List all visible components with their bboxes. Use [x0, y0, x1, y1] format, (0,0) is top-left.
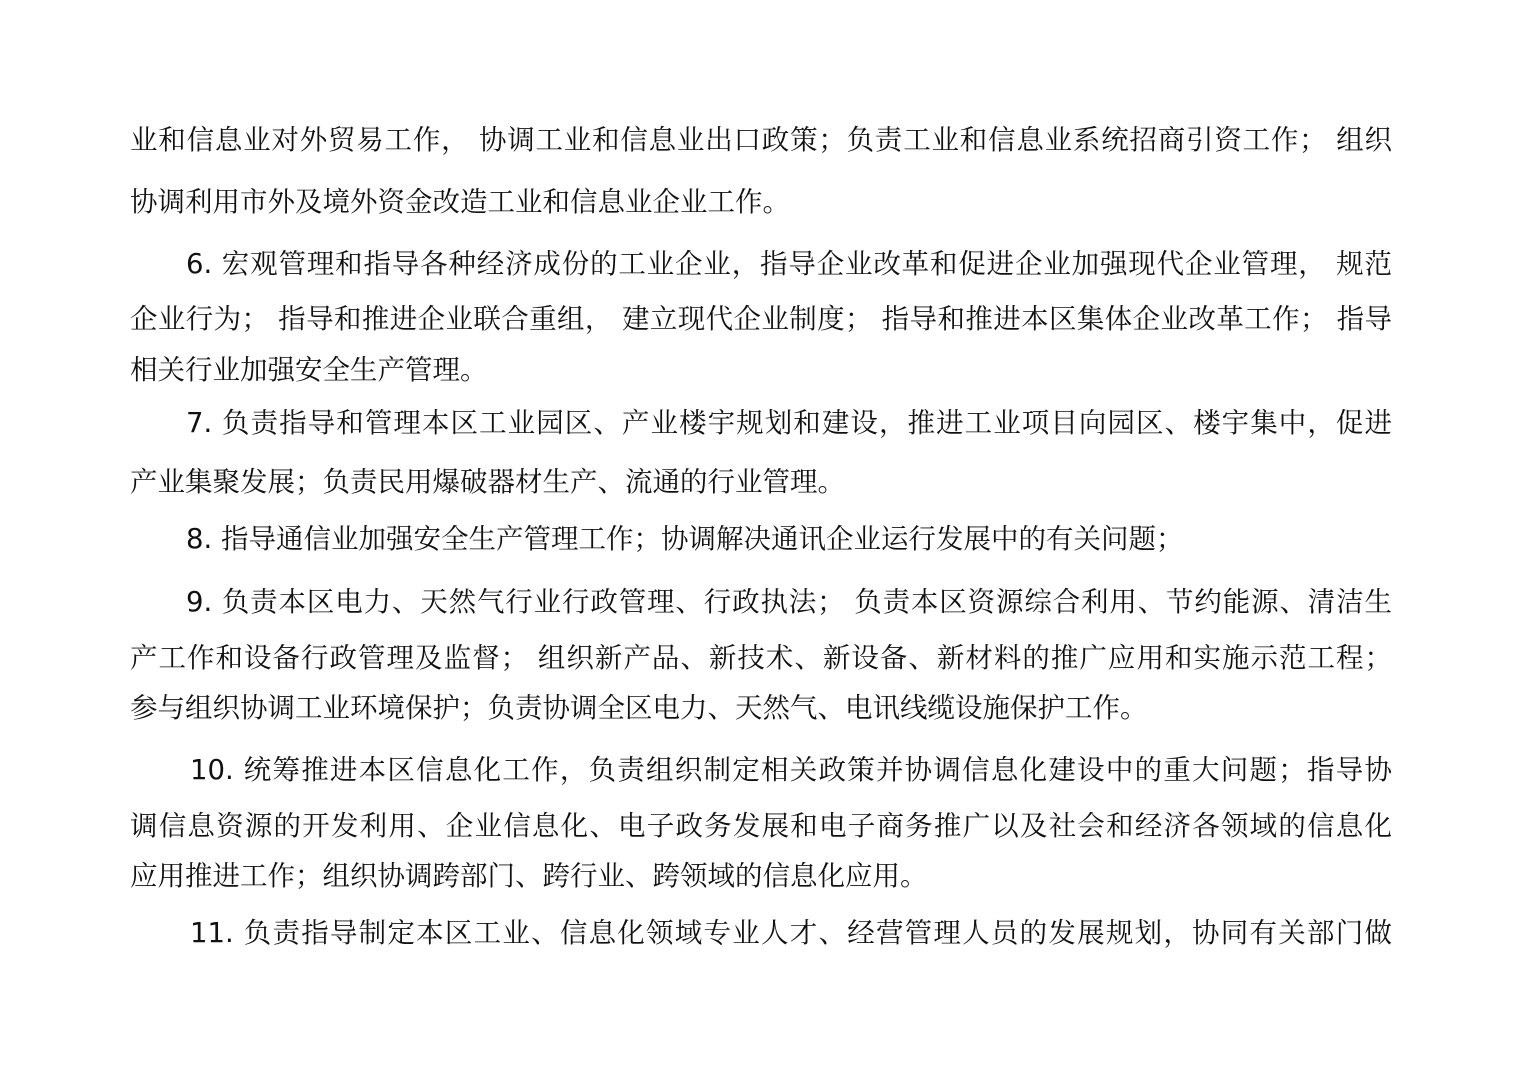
text-line: 企业行为； 指导和推进企业联合重组， 建立现代企业制度； 指导和推进本区集体企业改革工作； 指导	[130, 303, 1392, 335]
text-line: 应用推进工作；组织协调跨部门、跨行业、跨领域的信息化应用。	[130, 860, 928, 892]
paragraph-7-line: 7. 负责指导和管理本区工业园区、产业楼宇规划和建设，推进工业项目向园区、楼宇集中，促进	[186, 407, 1392, 439]
paragraph-6-line: 6. 宏观管理和指导各种经济成份的工业企业，指导企业改革和促进企业加强现代企业管理， 规范	[186, 248, 1392, 280]
text-line: 相关行业加强安全生产管理。	[130, 354, 488, 386]
paragraph-9-line: 9. 负责本区电力、天然气行业行政管理、行政执法； 负责本区资源综合利用、节约能源、清洁生	[186, 586, 1392, 618]
text-line: 调信息资源的开发利用、企业信息化、电子政务发展和电子商务推广以及社会和经济各领域的信息化	[130, 810, 1392, 842]
text-line: 业和信息业对外贸易工作， 协调工业和信息业出口政策；负责工业和信息业系统招商引资工作； 组织	[130, 124, 1392, 156]
text-line: 产业集聚发展；负责民用爆破器材生产、流通的行业管理。	[130, 466, 845, 498]
paragraph-8-line: 8. 指导通信业加强安全生产管理工作；协调解决通讯企业运行发展中的有关问题；	[186, 523, 1184, 555]
text-line: 协调利用市外及境外资金改造工业和信息业企业工作。	[130, 186, 790, 218]
text-line: 产工作和设备行政管理及监督； 组织新产品、新技术、新设备、新材料的推广应用和实施示范工程；	[130, 642, 1392, 674]
text-line: 参与组织协调工业环境保护；负责协调全区电力、天然气、电讯线缆设施保护工作。	[130, 692, 1148, 724]
paragraph-10-line: 10. 统筹推进本区信息化工作，负责组织制定相关政策并协调信息化建设中的重大问题；指导协	[190, 754, 1392, 786]
paragraph-11-line: 11. 负责指导制定本区工业、信息化领域专业人才、经营管理人员的发展规划，协同有关部门做	[190, 917, 1392, 949]
